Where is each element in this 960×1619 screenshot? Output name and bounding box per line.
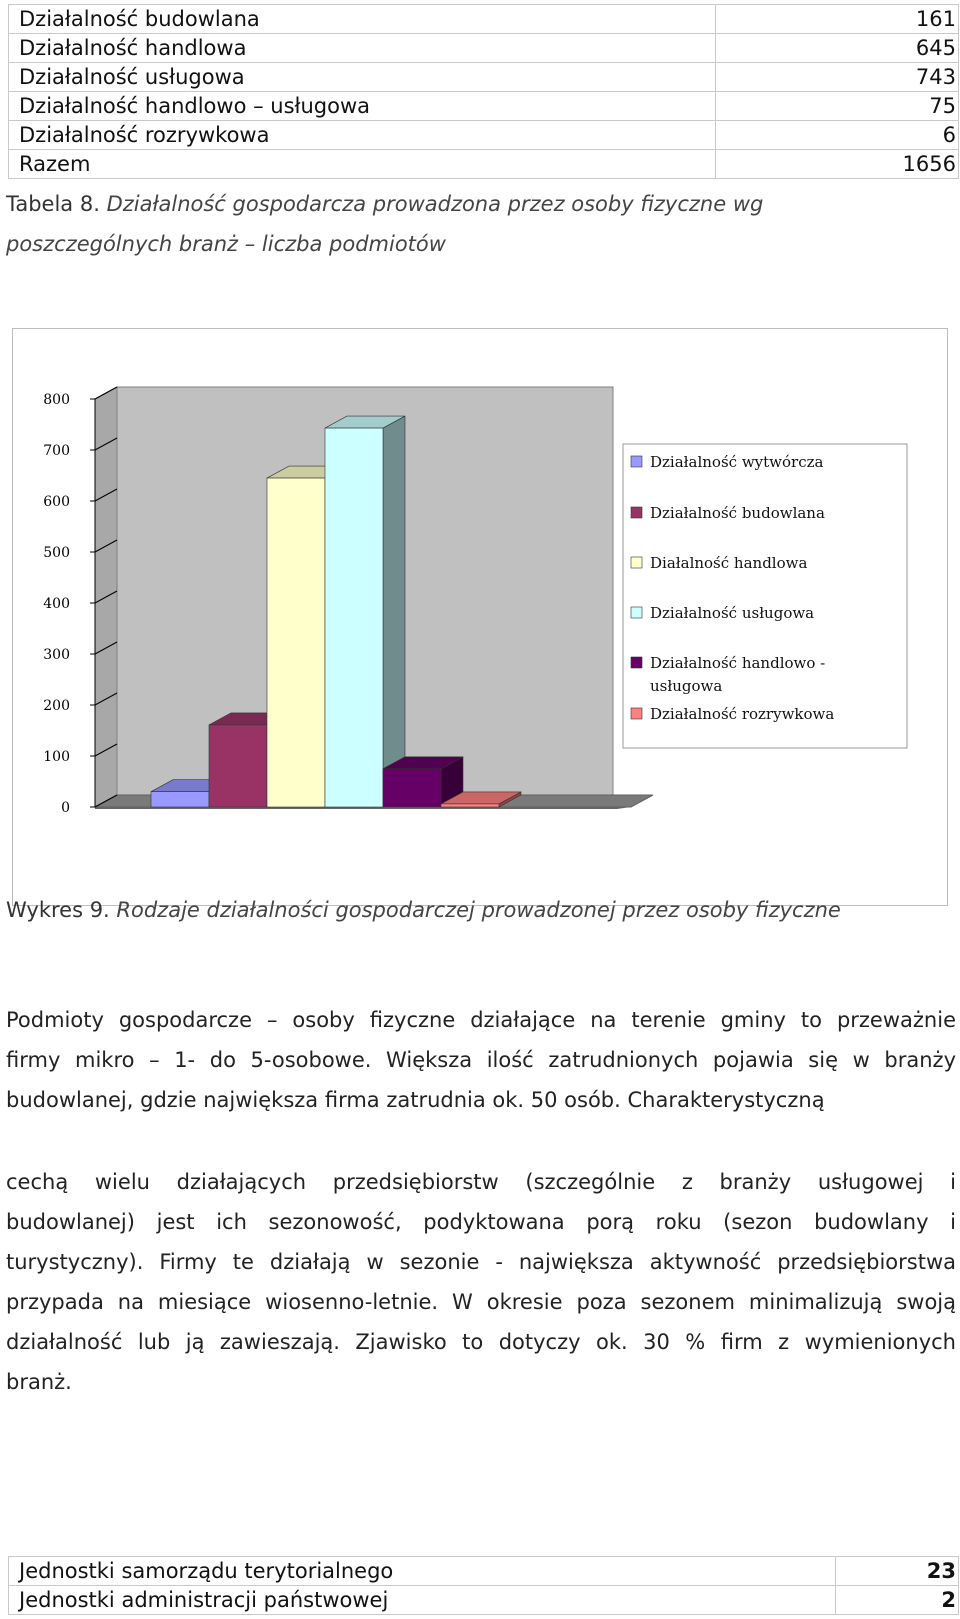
paragraph-line: przypada na miesiące wiosenno-letnie. W okresie poza sezonem minimalizują swoją (6, 1290, 956, 1314)
table-row (9, 92, 959, 121)
bar (151, 792, 209, 807)
chart-caption (6, 898, 841, 922)
legend-label: Działalność usługowa (650, 604, 815, 622)
paragraph-line: firmy mikro – 1- do 5-osobowe. Większa ilość zatrudnionych pojawia się w branży (6, 1048, 956, 1072)
paragraph-line: cechą wielu działających przedsiębiorstw (szczególnie z branży usługowej i (6, 1170, 956, 1194)
footer-number: 2 (836, 1586, 959, 1615)
row-label: Działalność rozrywkowa (9, 121, 716, 150)
y-tick-label: 500 (43, 545, 70, 561)
paragraph-line: branż. (6, 1370, 72, 1394)
paragraph-line: budowlanej) jest ich sezonowość, podyktowana porą roku (sezon budowlany i (6, 1210, 956, 1234)
table-row (9, 34, 959, 63)
footer-table (8, 1556, 959, 1615)
chart-frame (12, 328, 948, 906)
legend-swatch (631, 456, 642, 467)
legend-label: Działalność handlowo -usługowa (650, 654, 826, 695)
table-row (9, 5, 959, 34)
row-value: 645 (716, 34, 959, 63)
paragraph-line: turystyczny). Firmy te działają w sezonie - największa aktywność przedsiębiorstwa (6, 1250, 956, 1274)
data-table (8, 4, 959, 179)
legend-swatch (631, 607, 642, 618)
table-caption (6, 192, 763, 216)
bar (441, 804, 499, 807)
bar (209, 725, 267, 807)
row-value: 75 (716, 92, 959, 121)
footer-label: Jednostki samorządu terytorialnego (9, 1557, 836, 1586)
y-tick-label: 300 (43, 647, 70, 663)
y-tick-label: 200 (43, 698, 70, 714)
bar-side (383, 416, 405, 807)
legend-label: Działalność budowlana (650, 504, 825, 522)
y-tick-label: 600 (43, 494, 70, 510)
paragraph-line: budowlanej, gdzie największa firma zatrudnia ok. 50 osób. Charakterystyczną (6, 1088, 825, 1112)
row-label: Razem (9, 150, 716, 179)
table-caption-line1: Działalność gospodarcza prowadzona przez osoby fizyczne wg (106, 192, 764, 216)
legend-label: Działalność rozrywkowa (650, 705, 835, 723)
legend-label: Diałalność handlowa (650, 554, 808, 572)
legend-swatch (631, 657, 642, 668)
paragraph-line: Podmioty gospodarcze – osoby fizyczne działające na terenie gminy to przeważnie (6, 1008, 956, 1032)
chart-caption-text: Rodzaje działalności gospodarczej prowadzonej przez osoby fizyczne (116, 898, 841, 922)
table-caption-line2: poszczególnych branż – liczba podmiotów (6, 232, 446, 256)
row-label: Działalność budowlana (9, 5, 716, 34)
y-tick-label: 800 (43, 392, 70, 408)
row-value: 161 (716, 5, 959, 34)
footer-row (9, 1586, 959, 1615)
footer-label: Jednostki administracji państwowej (9, 1586, 836, 1615)
row-label: Działalność handlowo – usługowa (9, 92, 716, 121)
legend-swatch (631, 507, 642, 518)
bar (267, 478, 325, 807)
table-caption-prefix: Tabela 8. (6, 192, 107, 216)
chart-caption-prefix: Wykres 9. (6, 898, 117, 922)
y-tick-label: 0 (61, 800, 70, 816)
table-row (9, 121, 959, 150)
y-tick-label: 700 (43, 443, 70, 459)
bar (325, 428, 383, 807)
legend-swatch (631, 557, 642, 568)
table-caption-cont (6, 232, 446, 256)
bar (383, 769, 441, 807)
row-label: Działalność handlowa (9, 34, 716, 63)
bar-chart (13, 329, 947, 905)
footer-number: 23 (836, 1557, 959, 1586)
footer-row (9, 1557, 959, 1586)
row-value: 6 (716, 121, 959, 150)
legend-swatch (631, 708, 642, 719)
row-value: 743 (716, 63, 959, 92)
legend (623, 444, 907, 748)
legend-label: Działalność wytwórcza (650, 453, 824, 471)
table-row (9, 150, 959, 179)
paragraph-line: działalność lub ją zawieszają. Zjawisko to dotyczy ok. 30 % firm z wymienionych (6, 1330, 956, 1354)
y-tick-label: 100 (43, 749, 70, 765)
y-tick-label: 400 (43, 596, 70, 612)
table-row (9, 63, 959, 92)
row-value: 1656 (716, 150, 959, 179)
row-label: Działalność usługowa (9, 63, 716, 92)
